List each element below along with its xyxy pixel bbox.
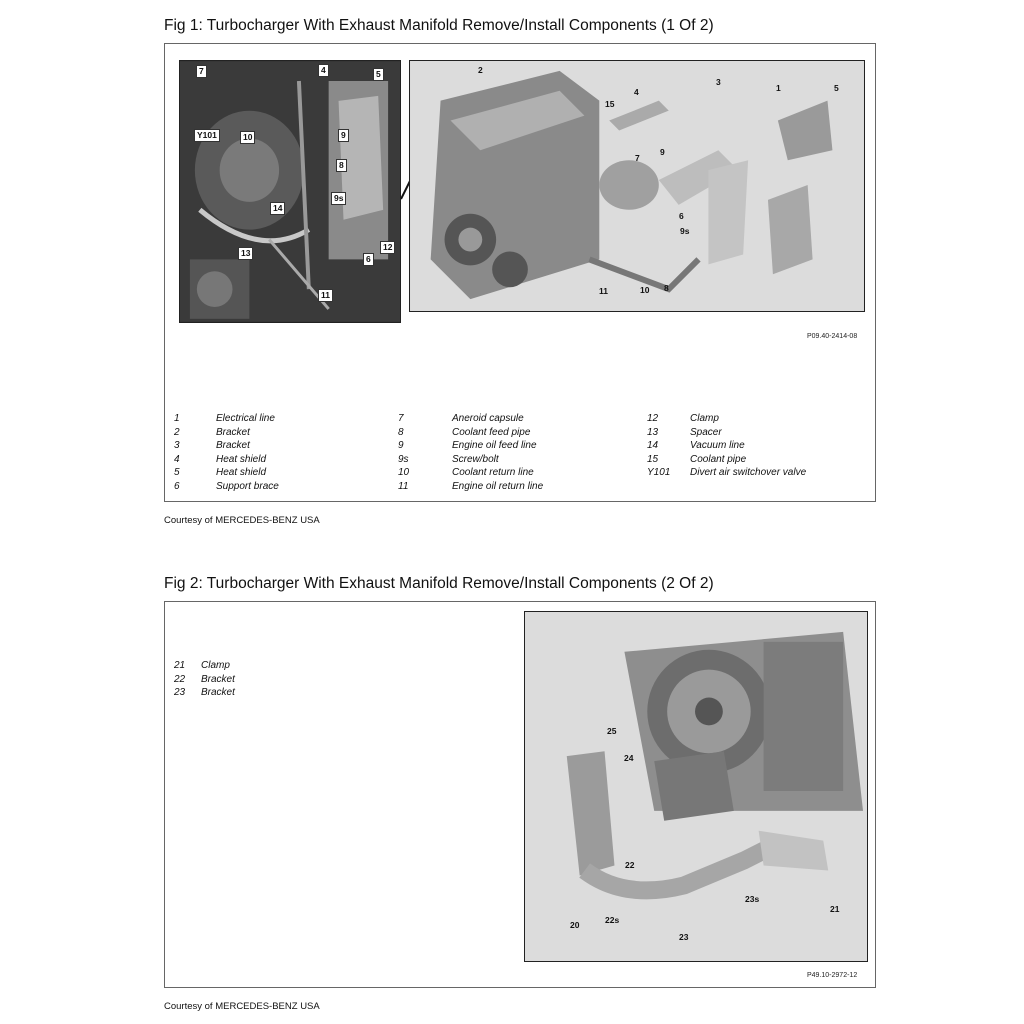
- legend-num: 5: [174, 467, 180, 479]
- legend-desc: Bracket: [216, 426, 250, 438]
- fig1-right-photo: [409, 60, 865, 312]
- legend-item: [647, 413, 867, 427]
- legend-desc: Coolant return line: [452, 467, 534, 479]
- legend-desc: Engine oil return line: [452, 480, 544, 492]
- legend-num: 11: [398, 480, 409, 492]
- legend-item: [174, 454, 374, 468]
- fig2-ref-code: P49.10-2972-12: [807, 972, 858, 979]
- callout-7: 7: [196, 65, 207, 78]
- legend-num: 15: [647, 453, 659, 465]
- legend-num: 1: [174, 413, 180, 424]
- legend-desc: Bracket: [216, 440, 250, 452]
- callout-4: 4: [318, 64, 329, 77]
- legend-num: 10: [398, 467, 410, 479]
- callout-22s: 22s: [605, 915, 620, 925]
- fig1-legend-col-3: [647, 413, 867, 481]
- legend-num: 6: [174, 480, 180, 492]
- exhaust-assembly-illustration: [525, 612, 867, 961]
- engine-exploded-illustration: [410, 61, 864, 311]
- legend-item: [394, 454, 614, 468]
- callout-8-right: 8: [664, 283, 669, 293]
- legend-num: 14: [647, 440, 659, 452]
- legend-desc: Heat shield: [216, 467, 267, 479]
- callout-10-right: 10: [640, 285, 650, 295]
- legend-desc: Divert air switchover valve: [690, 467, 807, 479]
- fig2-legend: [174, 660, 294, 701]
- callout-4-right: 4: [634, 87, 639, 97]
- legend-desc: Spacer: [690, 426, 722, 438]
- legend-item: [647, 467, 867, 481]
- callout-11: 11: [318, 289, 333, 302]
- callout-10: 10: [240, 131, 255, 144]
- callout-3: 3: [716, 77, 721, 87]
- legend-num: 3: [174, 440, 180, 452]
- callout-11-right: 11: [599, 286, 608, 296]
- callout-21: 21: [830, 904, 840, 914]
- legend-num: 9s: [398, 453, 409, 465]
- legend-desc: Clamp: [201, 660, 230, 671]
- engine-closeup-illustration: [180, 61, 400, 322]
- callout-14: 14: [270, 202, 285, 215]
- callout-8: 8: [336, 159, 347, 172]
- fig2-photo: [524, 611, 868, 962]
- legend-item: [174, 481, 374, 495]
- legend-item: [394, 440, 614, 454]
- legend-item: [394, 481, 614, 495]
- legend-desc: Aneroid capsule: [452, 413, 524, 424]
- legend-item: [174, 660, 294, 674]
- fig1-ref-code: P09.40-2414-08: [807, 333, 858, 340]
- legend-desc: Bracket: [201, 673, 235, 685]
- callout-5: 5: [373, 68, 384, 81]
- legend-num: 22: [174, 673, 186, 685]
- legend-desc: Coolant pipe: [690, 453, 747, 465]
- legend-desc: Clamp: [690, 413, 719, 424]
- callout-9s: 9s: [331, 192, 346, 205]
- legend-item: [394, 413, 614, 427]
- callout-9s-right: 9s: [680, 226, 690, 236]
- callout-23: 23: [679, 932, 689, 942]
- fig1-courtesy: Courtesy of MERCEDES-BENZ USA: [164, 515, 320, 526]
- legend-num: 8: [398, 426, 404, 438]
- fig2-courtesy: Courtesy of MERCEDES-BENZ USA: [164, 1001, 320, 1012]
- legend-item: [174, 427, 374, 441]
- callout-23s: 23s: [745, 894, 760, 904]
- legend-item: [174, 687, 294, 701]
- legend-desc: Engine oil feed line: [452, 440, 537, 452]
- legend-item: [647, 440, 867, 454]
- legend-num: 12: [647, 413, 659, 424]
- fig2-title: Fig 2: Turbocharger With Exhaust Manifold Remove/Install Components (2 Of 2): [164, 575, 714, 592]
- legend-desc: Electrical line: [216, 413, 275, 424]
- callout-7-right: 7: [635, 153, 640, 163]
- legend-desc: Coolant feed pipe: [452, 426, 531, 438]
- legend-num: Y101: [647, 467, 671, 479]
- legend-desc: Heat shield: [216, 453, 267, 465]
- legend-num: 13: [647, 426, 659, 438]
- fig1-title: Fig 1: Turbocharger With Exhaust Manifold Remove/Install Components (1 Of 2): [164, 17, 714, 34]
- callout-2: 2: [478, 65, 483, 75]
- legend-item: [394, 427, 614, 441]
- callout-1: 1: [776, 83, 781, 93]
- legend-item: [174, 440, 374, 454]
- legend-desc: Vacuum line: [690, 440, 745, 452]
- legend-desc: Support brace: [216, 480, 279, 492]
- callout-15: 15: [605, 99, 615, 109]
- fig1-frame: [164, 43, 876, 502]
- callout-24: 24: [624, 753, 634, 763]
- legend-num: 2: [174, 426, 180, 438]
- legend-desc: Bracket: [201, 687, 235, 699]
- callout-20: 20: [570, 920, 580, 930]
- callout-9: 9: [338, 129, 349, 142]
- legend-item: [174, 413, 374, 427]
- callout-22: 22: [625, 860, 635, 870]
- legend-item: [174, 674, 294, 688]
- callout-12: 12: [380, 241, 395, 254]
- callout-6: 6: [363, 253, 374, 266]
- callout-5-right: 5: [834, 83, 839, 93]
- legend-num: 4: [174, 453, 180, 465]
- legend-item: [394, 467, 614, 481]
- legend-item: [174, 467, 374, 481]
- legend-num: 7: [398, 413, 404, 424]
- callout-6-right: 6: [679, 211, 684, 221]
- legend-desc: Screw/bolt: [452, 453, 499, 465]
- fig1-legend-col-2: [394, 413, 614, 495]
- callout-9-right: 9: [660, 147, 665, 157]
- legend-num: 9: [398, 440, 404, 452]
- fig1-legend-col-1: [174, 413, 374, 495]
- fig1-left-photo: [179, 60, 401, 323]
- callout-13: 13: [238, 247, 253, 260]
- legend-num: 21: [174, 660, 186, 671]
- legend-item: [647, 427, 867, 441]
- legend-item: [647, 454, 867, 468]
- fig2-frame: [164, 601, 876, 988]
- legend-num: 23: [174, 687, 186, 699]
- callout-Y101: Y101: [194, 129, 220, 142]
- callout-25: 25: [607, 726, 617, 736]
